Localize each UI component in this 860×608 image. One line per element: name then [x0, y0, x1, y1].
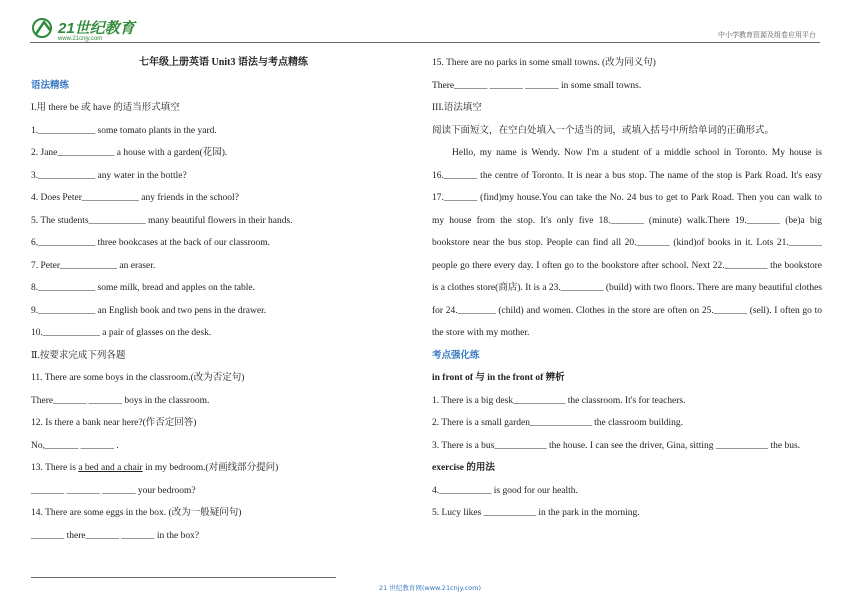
practice-5: 5. Lucy likes ___________ in the park in the morning.: [432, 508, 640, 518]
question-8: 8.____________ some milk, bread and apples on the table.: [31, 283, 255, 293]
question-13-underlined: a bed and a chair: [78, 463, 143, 473]
question-13-suffix: in my bedroom.(对画线部分提问): [142, 463, 279, 473]
question-10: 10.____________ a pair of glasses on the desk.: [31, 328, 212, 338]
question-6: 6.____________ three bookcases at the back of our classroom.: [31, 238, 271, 248]
question-15-answer: There_______ _______ _______ in some small towns.: [432, 80, 642, 91]
question-14: 14. There are some eggs in the box. (改为一般疑问句): [31, 508, 242, 518]
section-heading-grammar: 语法精练: [31, 80, 70, 91]
header-divider: [30, 42, 820, 43]
footer-source: 21 世纪教育网(www.21cnjy.com): [379, 584, 481, 592]
left-column: [31, 52, 416, 547]
document-title: 七年级上册英语 Unit3 语法与考点精练: [139, 57, 308, 68]
question-11-answer: There_______ _______ boys in the classroom.: [31, 395, 210, 406]
question-12: 12. Is there a bank near here?(作否定回答): [31, 418, 197, 428]
header-platform-name: 中小学教育资源及组卷应用平台: [718, 31, 816, 39]
footer-divider: [31, 577, 336, 578]
question-4: 4. Does Peter____________ any friends in the school?: [31, 193, 239, 203]
question-11: 11. There are some boys in the classroom.(改为否定句): [31, 373, 245, 383]
question-3: 3.____________ any water in the bottle?: [31, 170, 187, 181]
practice-2: 2. There is a small garden_____________ the classroom building.: [432, 418, 684, 428]
part3-instructions: 阅读下面短文，在空白处填入一个适当的词，或填入括号中所给单词的正确形式。: [432, 125, 775, 136]
practice-4: 4.___________ is good for our health.: [432, 485, 578, 496]
part1-heading: I.用 there be 或 have 的适当形式填空: [31, 103, 180, 113]
question-9: 9.____________ an English book and two pens in the drawer.: [31, 305, 267, 316]
question-12-answer: No,_______ _______ .: [31, 440, 119, 451]
question-15: 15. There are no parks in some small towns. (改为同义句): [432, 58, 656, 68]
part2-heading: Ⅱ.按要求完成下列各题: [31, 350, 126, 361]
practice-1: 1. There is a big desk___________ the classroom. It's for teachers.: [432, 395, 686, 406]
logo-url: www.21cnjy.com: [58, 36, 103, 42]
question-1: 1.____________ some tomato plants in the yard.: [31, 125, 217, 136]
subheading-in-front-of: in front of 与 in the front of 辨析: [432, 373, 565, 383]
logo-text: 21世纪教育: [58, 20, 135, 37]
question-2: 2. Jane____________ a house with a garden(花园).: [31, 148, 228, 158]
right-column: [432, 52, 822, 525]
question-7: 7. Peter____________ an eraser.: [31, 260, 156, 271]
subheading-exercise: exercise 的用法: [432, 463, 495, 473]
part3-heading: III.语法填空: [432, 103, 482, 113]
question-13: [31, 457, 416, 480]
question-13-prefix: 13. There is: [31, 463, 79, 473]
section-heading-practice: 考点强化练: [432, 350, 480, 361]
question-13-answer: _______ _______ _______ your bedroom?: [31, 485, 196, 496]
practice-3: 3. There is a bus___________ the house. I can see the driver, Gina, sitting ___________ the bus.: [432, 440, 801, 451]
cloze-passage: Hello, my name is Wendy. Now I'm a student of a middle school in Toronto. My house is 16._______ the centre of Toronto. It is near a bus stop. The name of the stop is Park Road. It's easy 17._______ (find)my house.You can take the No. 24 bus to get to Park Road. Then you can walk to my house from the stop. It's only five 18._______ (minute) walk.There 19._______ (be)a big bookstore near the bus stop. People can find all 20._______ (kind)of books in it. Lots 21._______ people go there every day. I often go to the bookstore after school. Next 22._________ the bookstore is a clothes store(商店). It is a 23._________ (build) with two floors. There are many beautiful clothes for 24.________ (child) and women. Clothes in the store are often on 25._______ (sell). I often go to the store with my mother.: [432, 148, 822, 338]
question-5: 5. The students____________ many beautiful flowers in their hands.: [31, 215, 293, 226]
question-14-answer: _______ there_______ _______ in the box?: [31, 530, 200, 541]
